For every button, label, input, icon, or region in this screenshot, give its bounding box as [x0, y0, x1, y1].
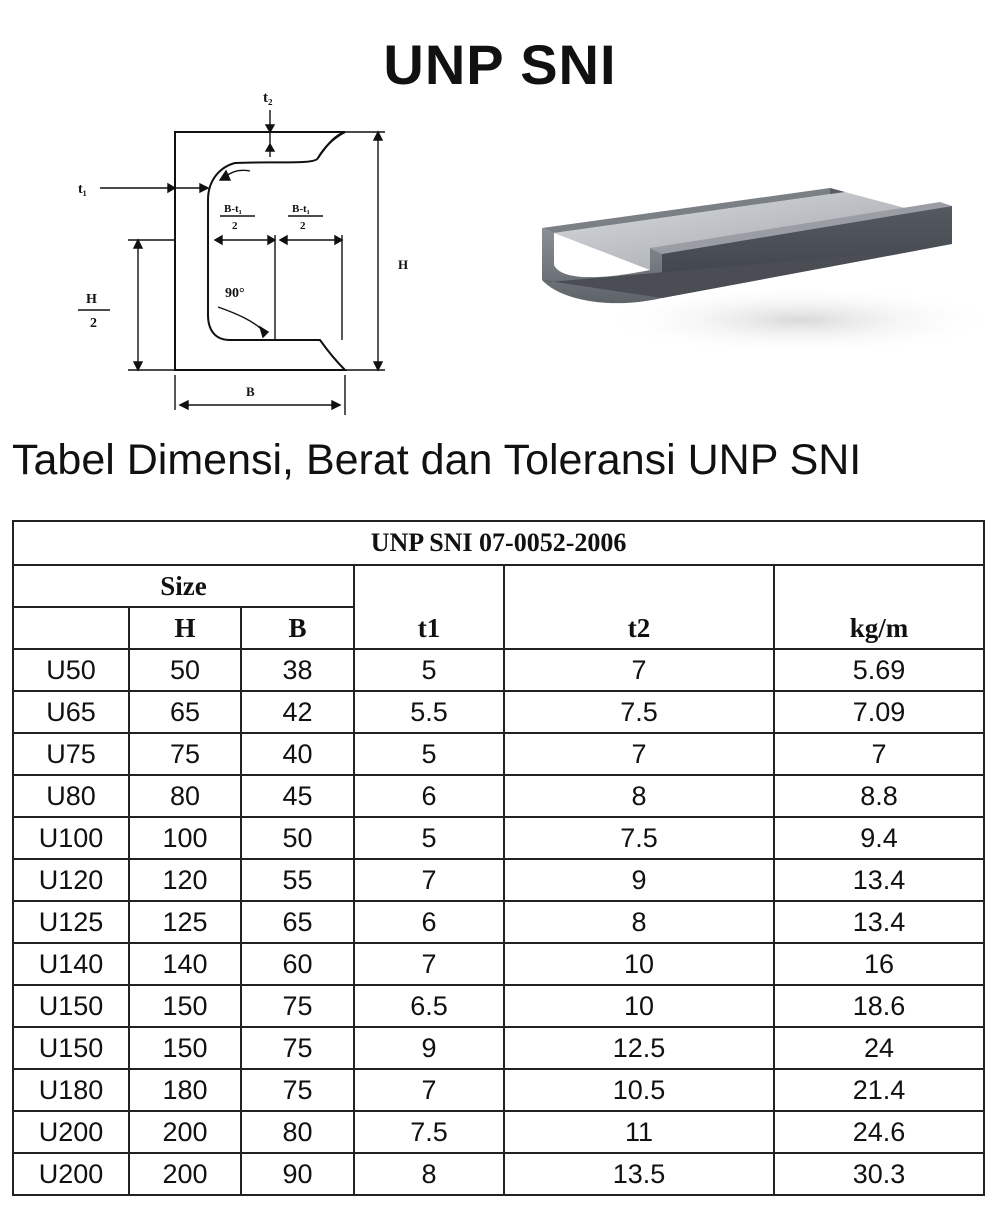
- cell-t2: 7: [504, 649, 774, 691]
- bt-denominator-left: 2: [232, 220, 238, 232]
- cell-kgm: 24: [774, 1027, 984, 1069]
- size-header: Size: [13, 565, 354, 607]
- cell-t1: 7: [354, 943, 504, 985]
- cell-t1: 7: [354, 859, 504, 901]
- table-caption-row: [13, 521, 984, 565]
- bt-numerator-right: B-t₁: [292, 203, 310, 215]
- cell-h: 125: [129, 901, 241, 943]
- cell-t2: 7.5: [504, 817, 774, 859]
- cell-kgm: 30.3: [774, 1153, 984, 1195]
- cell-b: 50: [241, 817, 354, 859]
- name-header: [13, 607, 129, 649]
- b-label: B: [246, 384, 255, 399]
- cell-t2: 12.5: [504, 1027, 774, 1069]
- cell-h: 200: [129, 1153, 241, 1195]
- table-row: [13, 943, 984, 985]
- cell-name: U140: [13, 943, 129, 985]
- table-row: [13, 901, 984, 943]
- cell-t1: 6.5: [354, 985, 504, 1027]
- bt-denominator-right: 2: [300, 220, 306, 232]
- cell-kgm: 8.8: [774, 775, 984, 817]
- cell-name: U120: [13, 859, 129, 901]
- cell-t1: 5: [354, 649, 504, 691]
- table-row: [13, 817, 984, 859]
- cell-t2: 8: [504, 901, 774, 943]
- b-header: B: [241, 607, 354, 649]
- bt-numerator-left: B-t₁: [224, 203, 242, 215]
- cell-t1: 6: [354, 901, 504, 943]
- cell-t2: 9: [504, 859, 774, 901]
- cell-t2: 10: [504, 985, 774, 1027]
- t1-header: t1: [354, 565, 504, 649]
- cell-b: 42: [241, 691, 354, 733]
- angle-label: 90°: [225, 286, 245, 301]
- cell-name: U80: [13, 775, 129, 817]
- kgm-header: kg/m: [774, 565, 984, 649]
- cell-h: 100: [129, 817, 241, 859]
- cell-b: 75: [241, 985, 354, 1027]
- table-caption: UNP SNI 07-0052-2006: [13, 521, 984, 565]
- cell-name: U125: [13, 901, 129, 943]
- table-row: [13, 859, 984, 901]
- table-row: [13, 1153, 984, 1195]
- cell-b: 40: [241, 733, 354, 775]
- cell-name: U75: [13, 733, 129, 775]
- cell-name: U65: [13, 691, 129, 733]
- cell-t2: 8: [504, 775, 774, 817]
- cell-t2: 7: [504, 733, 774, 775]
- cell-t1: 7.5: [354, 1111, 504, 1153]
- table-row: [13, 1069, 984, 1111]
- t1-label: t₁: [78, 182, 87, 197]
- table-row: [13, 691, 984, 733]
- h-label: H: [398, 257, 409, 272]
- table-row: [13, 985, 984, 1027]
- cell-name: U100: [13, 817, 129, 859]
- cell-b: 80: [241, 1111, 354, 1153]
- cell-kgm: 13.4: [774, 859, 984, 901]
- t2-header: t2: [504, 565, 774, 649]
- cell-name: U200: [13, 1111, 129, 1153]
- cell-b: 60: [241, 943, 354, 985]
- h-half-numerator: H: [86, 292, 97, 307]
- cell-h: 150: [129, 1027, 241, 1069]
- cell-b: 38: [241, 649, 354, 691]
- cell-t1: 7: [354, 1069, 504, 1111]
- unp-channel-image: [520, 170, 990, 370]
- cell-t2: 10.5: [504, 1069, 774, 1111]
- cell-name: U50: [13, 649, 129, 691]
- cell-kgm: 5.69: [774, 649, 984, 691]
- cell-kgm: 7: [774, 733, 984, 775]
- unp-cross-section-diagram: [60, 85, 440, 420]
- cell-h: 120: [129, 859, 241, 901]
- table-body: [13, 649, 984, 1195]
- table-row: [13, 733, 984, 775]
- cell-h: 65: [129, 691, 241, 733]
- cell-name: U150: [13, 1027, 129, 1069]
- cell-kgm: 13.4: [774, 901, 984, 943]
- cell-kgm: 18.6: [774, 985, 984, 1027]
- cell-name: U180: [13, 1069, 129, 1111]
- cell-t1: 9: [354, 1027, 504, 1069]
- cell-t1: 5: [354, 733, 504, 775]
- cell-t1: 8: [354, 1153, 504, 1195]
- cell-t1: 5.5: [354, 691, 504, 733]
- cell-b: 55: [241, 859, 354, 901]
- cell-b: 90: [241, 1153, 354, 1195]
- page-title: UNP SNI: [383, 33, 617, 96]
- cell-h: 75: [129, 733, 241, 775]
- table-row: [13, 1027, 984, 1069]
- cell-kgm: 21.4: [774, 1069, 984, 1111]
- table-row: [13, 649, 984, 691]
- cell-kgm: 24.6: [774, 1111, 984, 1153]
- cell-t2: 7.5: [504, 691, 774, 733]
- unp-spec-table: [12, 520, 985, 1196]
- cell-b: 65: [241, 901, 354, 943]
- cell-h: 180: [129, 1069, 241, 1111]
- h-header: H: [129, 607, 241, 649]
- cell-h: 50: [129, 649, 241, 691]
- cell-b: 45: [241, 775, 354, 817]
- cell-t1: 6: [354, 775, 504, 817]
- table-heading: Tabel Dimensi, Berat dan Toleransi UNP SNI: [12, 436, 862, 484]
- cell-name: U200: [13, 1153, 129, 1195]
- cell-t2: 13.5: [504, 1153, 774, 1195]
- cell-t2: 10: [504, 943, 774, 985]
- h-half-denominator: 2: [90, 316, 97, 331]
- cell-b: 75: [241, 1069, 354, 1111]
- table-row: [13, 1111, 984, 1153]
- cell-h: 150: [129, 985, 241, 1027]
- cell-kgm: 9.4: [774, 817, 984, 859]
- cell-h: 140: [129, 943, 241, 985]
- table-header-row-1: [13, 565, 984, 607]
- cell-kgm: 16: [774, 943, 984, 985]
- cell-h: 200: [129, 1111, 241, 1153]
- cell-t1: 5: [354, 817, 504, 859]
- cell-name: U150: [13, 985, 129, 1027]
- cell-b: 75: [241, 1027, 354, 1069]
- cell-h: 80: [129, 775, 241, 817]
- t2-label: t₂: [263, 90, 273, 106]
- cell-kgm: 7.09: [774, 691, 984, 733]
- table-row: [13, 775, 984, 817]
- cell-t2: 11: [504, 1111, 774, 1153]
